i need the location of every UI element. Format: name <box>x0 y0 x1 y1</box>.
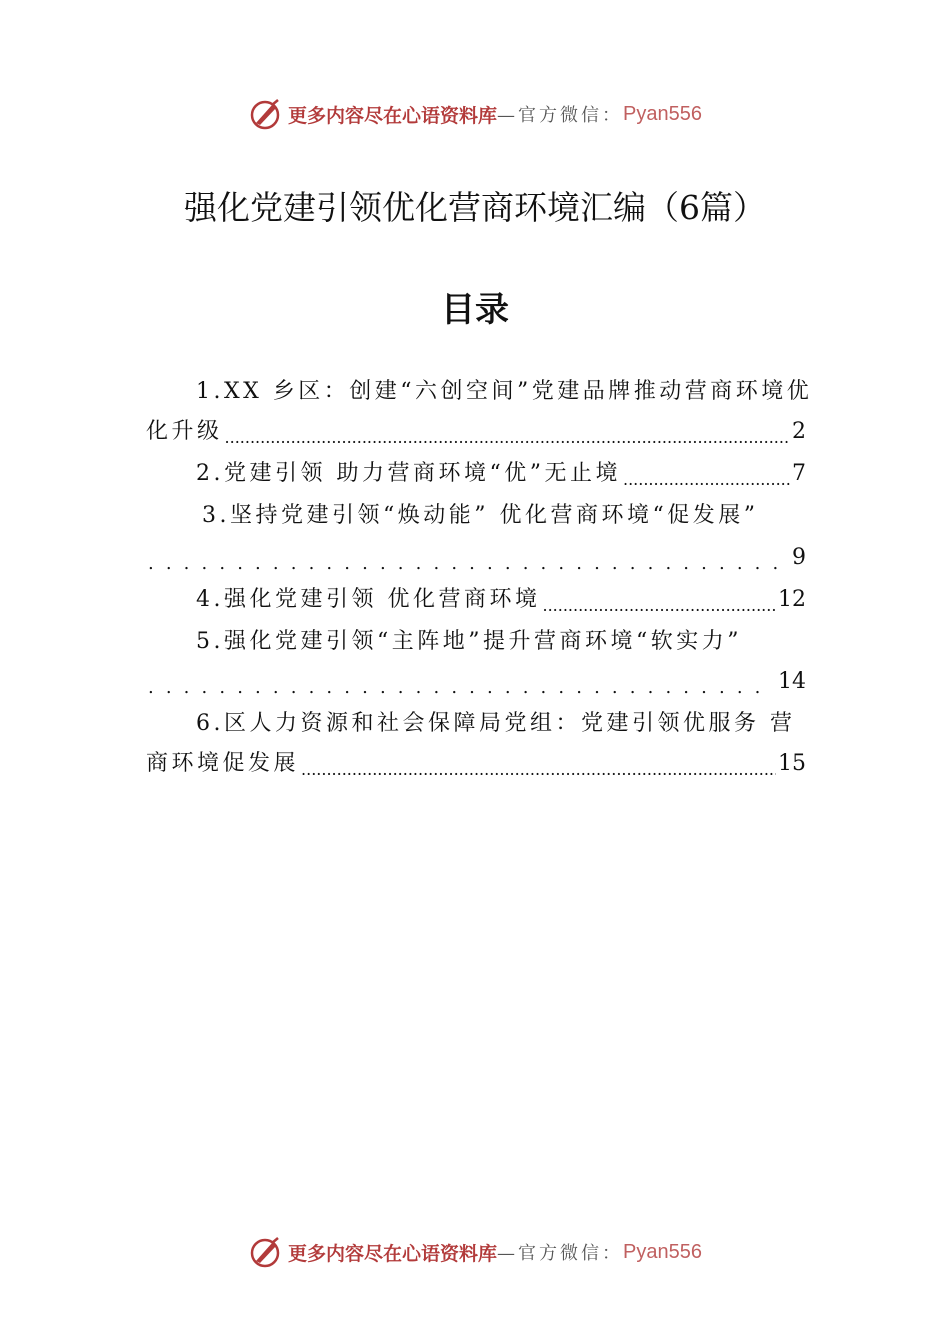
toc-page-number: 2 <box>792 419 806 444</box>
toc-heading: 目录 <box>441 290 509 330</box>
banner-sub-text: —官方微信： <box>497 105 624 126</box>
toc-entry-1-line2[interactable]: 化升级 ..... 2 <box>146 412 806 452</box>
dot-leader <box>148 538 778 578</box>
dot-leader <box>623 454 790 494</box>
toc-entry-2[interactable]: 2.党建引领 助力营商环境“优”无止境 ..... 7 <box>146 454 806 494</box>
dot-leader <box>301 744 776 784</box>
toc-page-number: 14 <box>778 669 806 694</box>
banner-main-text: 更多内容尽在心语资料库 <box>288 104 498 127</box>
pen-seal-logo-icon <box>248 1235 282 1269</box>
toc-entry-3-line2[interactable] <box>146 538 806 578</box>
banner-wechat-id: Pyan556 <box>623 102 702 125</box>
toc-entry-5-line2[interactable] <box>146 662 806 702</box>
toc-entry-3-line1[interactable]: 3.坚持党建引领“焕动能” 优化营商环境“促发展” <box>202 503 759 528</box>
toc-page-number: 7 <box>792 461 806 486</box>
banner-main-text: 更多内容尽在心语资料库 <box>288 1242 498 1265</box>
document-title: 强化党建引领优化营商环境汇编（6篇） <box>184 188 766 227</box>
dot-leader <box>542 580 776 620</box>
dot-leader <box>148 662 764 702</box>
toc-entry-6-line2[interactable]: 商环境促发展 ..... 15 <box>146 744 806 784</box>
banner-sub-text: —官方微信： <box>497 1243 624 1264</box>
dot-leader <box>225 412 790 452</box>
toc-entry-4[interactable]: 4.强化党建引领 优化营商环境 ..... 12 <box>146 580 806 620</box>
pen-seal-logo-icon <box>248 97 282 131</box>
banner-wechat-id: Pyan556 <box>623 1240 702 1263</box>
toc-entry-1-line1[interactable]: 1.XX 乡区：创建“六创空间”党建品牌推动营商环境优 <box>196 379 813 404</box>
header-banner <box>0 94 950 134</box>
toc-entry-6-line1[interactable]: 6.区人力资源和社会保障局党组：党建引领优服务 营 <box>196 711 796 736</box>
toc-page-number: 12 <box>778 587 806 612</box>
toc-page-number: 15 <box>778 751 806 776</box>
toc-page-number: 9 <box>792 545 806 570</box>
toc-entry-5-line1[interactable]: 5.强化党建引领“主阵地”提升营商环境“软实力” <box>196 629 742 654</box>
footer-banner <box>0 1232 950 1272</box>
